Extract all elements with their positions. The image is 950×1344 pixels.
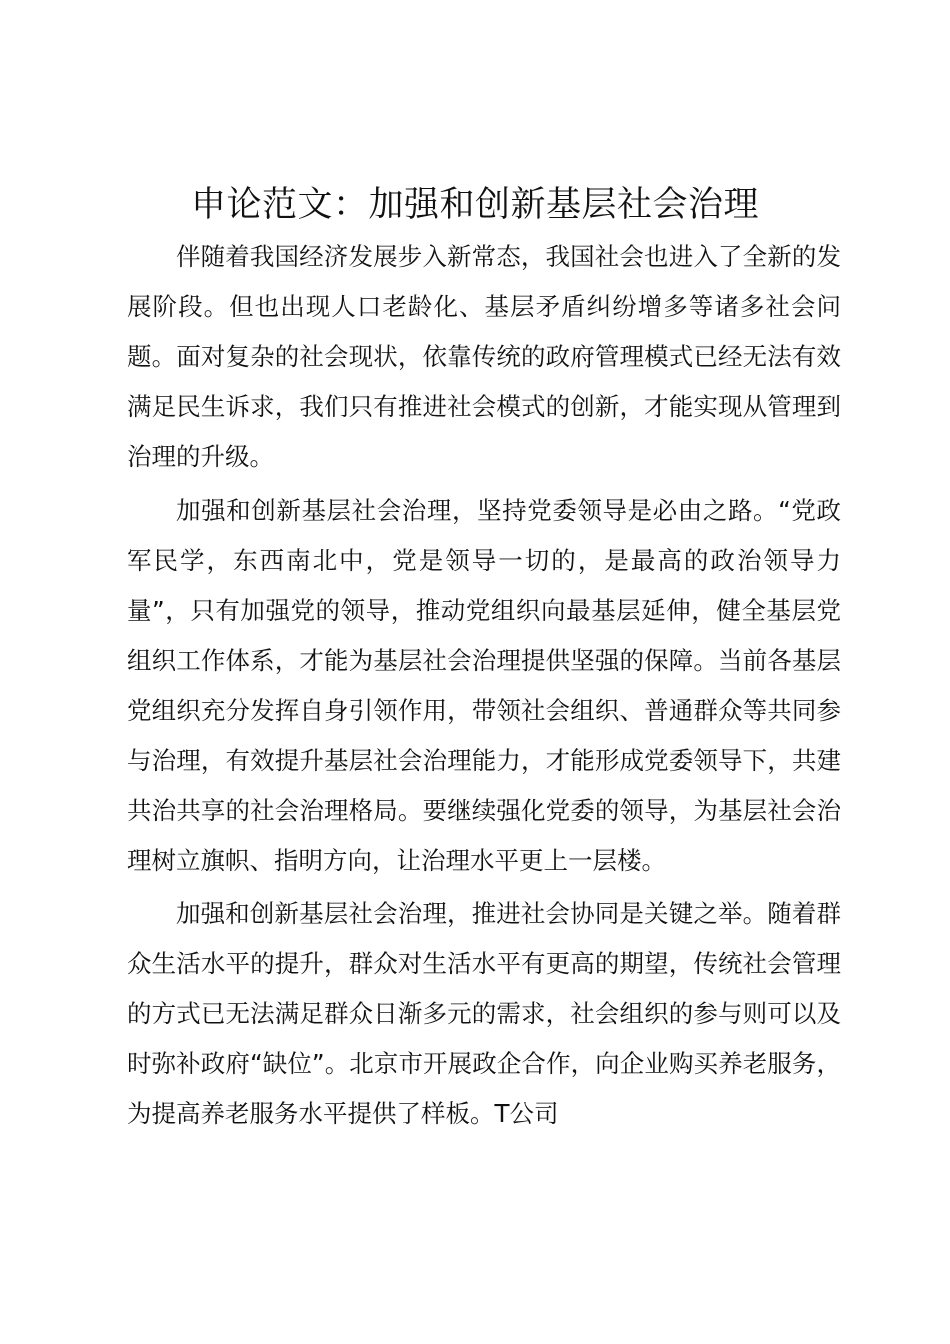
paragraph-1: 伴随着我国经济发展步入新常态，我国社会也进入了全新的发展阶段。但也出现人口老龄化、基层矛盾纠纷增多等诸多社会问题。面对复杂的社会现状，依靠传统的政府管理模式已经无法有效满足民生诉求，我们只有推进社会模式的创新，才能实现从管理到治理的升级。: [127, 242, 841, 471]
paragraph-2: 加强和创新基层社会治理，坚持党委领导是必由之路。“党政军民学，东西南北中，党是领导一切的，是最高的政治领导力量”，只有加强党的领导，推动党组织向最基层延伸，健全基层党组织工作体系，才能为基层社会治理提供坚强的保障。当前各基层党组织充分发挥自身引领作用，带领社会组织、普通群众等共同参与治理，有效提升基层社会治理能力，才能形成党委领导下，共建共治共享的社会治理格局。要继续强化党委的领导，为基层社会治理树立旗帜、指明方向，让治理水平更上一层楼。: [127, 496, 841, 875]
document-title: 申论范文：加强和创新基层社会治理: [190, 185, 759, 225]
document-body: [127, 232, 841, 1143]
paragraph-3: 加强和创新基层社会治理，推进社会协同是关键之举。随着群众生活水平的提升，群众对生活水平有更高的期望，传统社会管理的方式已无法满足群众日渐多元的需求，社会组织的参与则可以及时弥补政府“缺位”。北京市开展政企合作，向企业购买养老服务，为提高养老服务水平提供了样板。T公司: [127, 899, 841, 1128]
